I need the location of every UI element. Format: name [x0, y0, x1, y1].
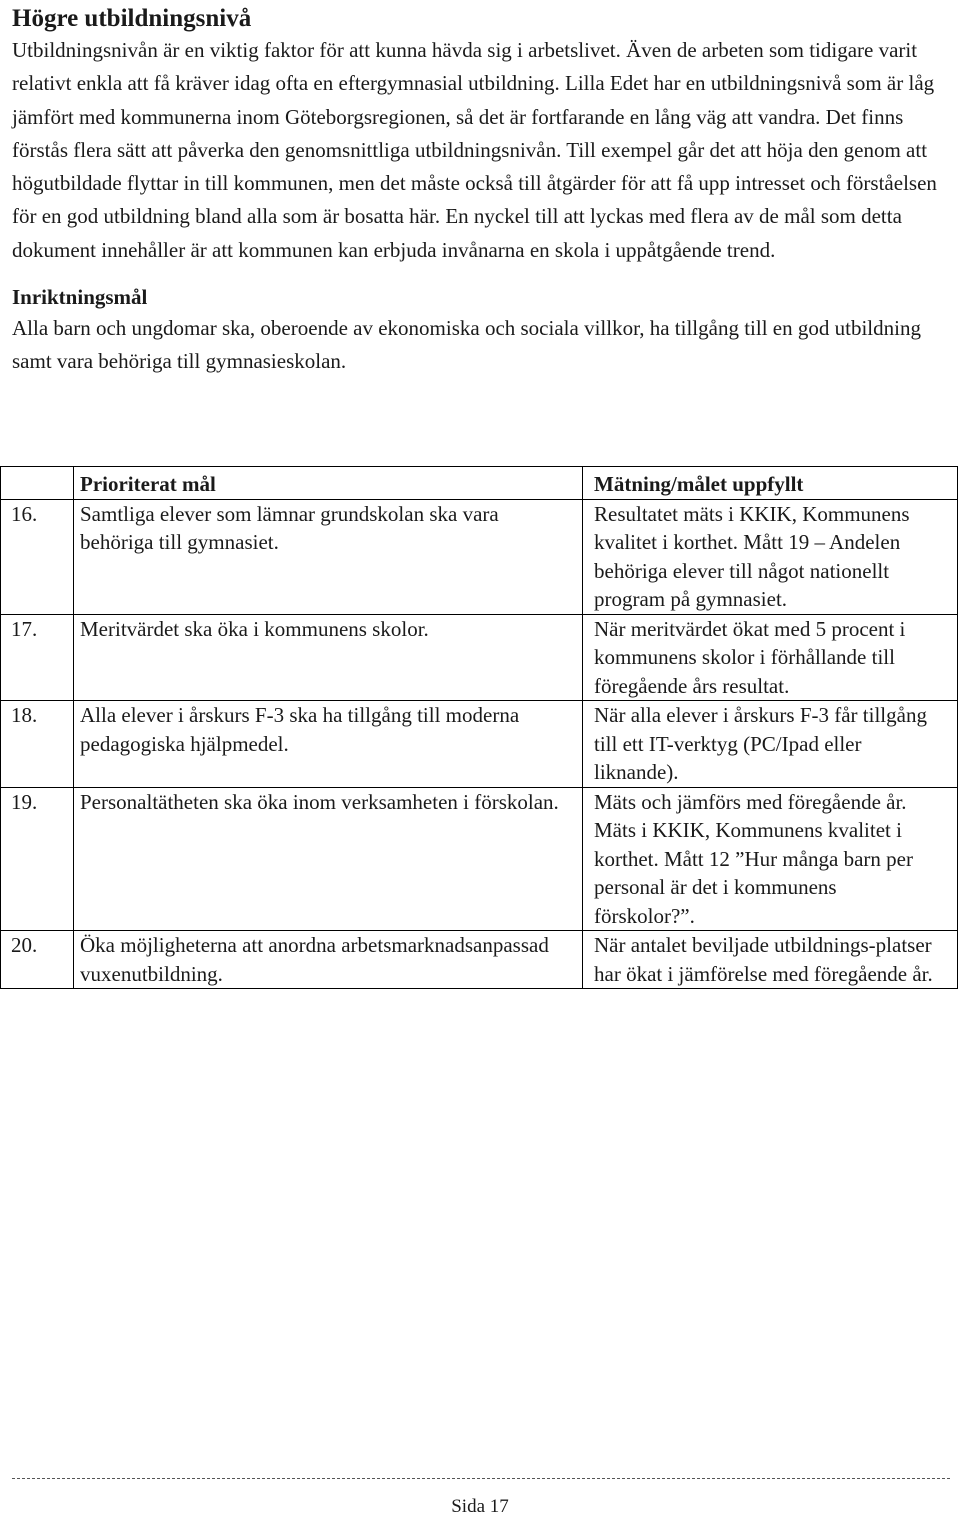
section-heading: Högre utbildningsnivå	[12, 5, 252, 32]
row-measure: Resultatet mäts i KKIK, Kommunens kvalitet i korthet. Mått 19 – Andelen behöriga elever till något nationellt program på gymnasiet.	[583, 499, 958, 614]
row-goal: Alla elever i årskurs F-3 ska ha tillgång till moderna pedagogiska hjälpmedel.	[74, 701, 583, 788]
row-number: 20.	[1, 931, 74, 989]
row-number: 18.	[1, 701, 74, 788]
row-measure: När meritvärdet ökat med 5 procent i kommunens skolor i förhållande till föregående års resultat.	[583, 614, 958, 701]
table-header-row	[1, 467, 958, 500]
header-goal-cell: Prioriterat mål	[74, 467, 583, 500]
row-goal: Meritvärdet ska öka i kommunens skolor.	[74, 614, 583, 701]
table-row	[1, 614, 958, 701]
header-num-cell	[1, 467, 74, 500]
footer-divider	[12, 1478, 950, 1479]
sub-heading: Inriktningsmål	[12, 285, 148, 310]
row-goal: Personaltätheten ska öka inom verksamheten i förskolan.	[74, 787, 583, 931]
row-number: 17.	[1, 614, 74, 701]
table-row	[1, 931, 958, 989]
header-measure-cell: Mätning/målet uppfyllt	[583, 467, 958, 500]
table-row	[1, 701, 958, 788]
row-number: 16.	[1, 499, 74, 614]
row-number: 19.	[1, 787, 74, 931]
goals-table	[0, 466, 958, 989]
row-goal: Samtliga elever som lämnar grundskolan ska vara behöriga till gymnasiet.	[74, 499, 583, 614]
row-measure: När antalet beviljade utbildnings-platser har ökat i jämförelse med föregående år.	[583, 931, 958, 989]
table-row	[1, 499, 958, 614]
page-number: Sida 17	[451, 1496, 509, 1517]
row-goal: Öka möjligheterna att anordna arbetsmarknadsanpassad vuxenutbildning.	[74, 931, 583, 989]
intro-paragraph: Utbildningsnivån är en viktig faktor för att kunna hävda sig i arbetslivet. Även de arbeten som tidigare varit relativt enkla att få kräver idag ofta en eftergymnasial utbildning. Lilla Edet har en utbildningsnivå som är låg jämfört med kommunerna inom Göteborgsregionen, så det är fortfarande en lång väg att vandra. Det finns förstås flera sätt att påverka den genomsnittliga utbildningsnivån. Till exempel går det att höja den genom att högutbildade flyttar in till kommunen, men det måste också till åtgärder för att få upp intresset och förståelsen för en god utbildning bland alla som är bosatta här. En nyckel till att lyckas med flera av de mål som detta dokument innehåller är att kommunen kan erbjuda invånarna en skola i uppåtgående trend.	[12, 38, 937, 262]
row-measure: Mäts och jämförs med föregående år. Mäts i KKIK, Kommunens kvalitet i korthet. Mått 12 ”Hur många barn per personal är det i kommunens förskolor?”.	[583, 787, 958, 931]
table-row	[1, 787, 958, 931]
sub-paragraph: Alla barn och ungdomar ska, oberoende av ekonomiska och sociala villkor, ha tillgång till en god utbildning samt vara behöriga till gymnasieskolan.	[12, 316, 921, 374]
row-measure: När alla elever i årskurs F-3 får tillgång till ett IT-verktyg (PC/Ipad eller liknande).	[583, 701, 958, 788]
document-page	[12, 0, 950, 379]
